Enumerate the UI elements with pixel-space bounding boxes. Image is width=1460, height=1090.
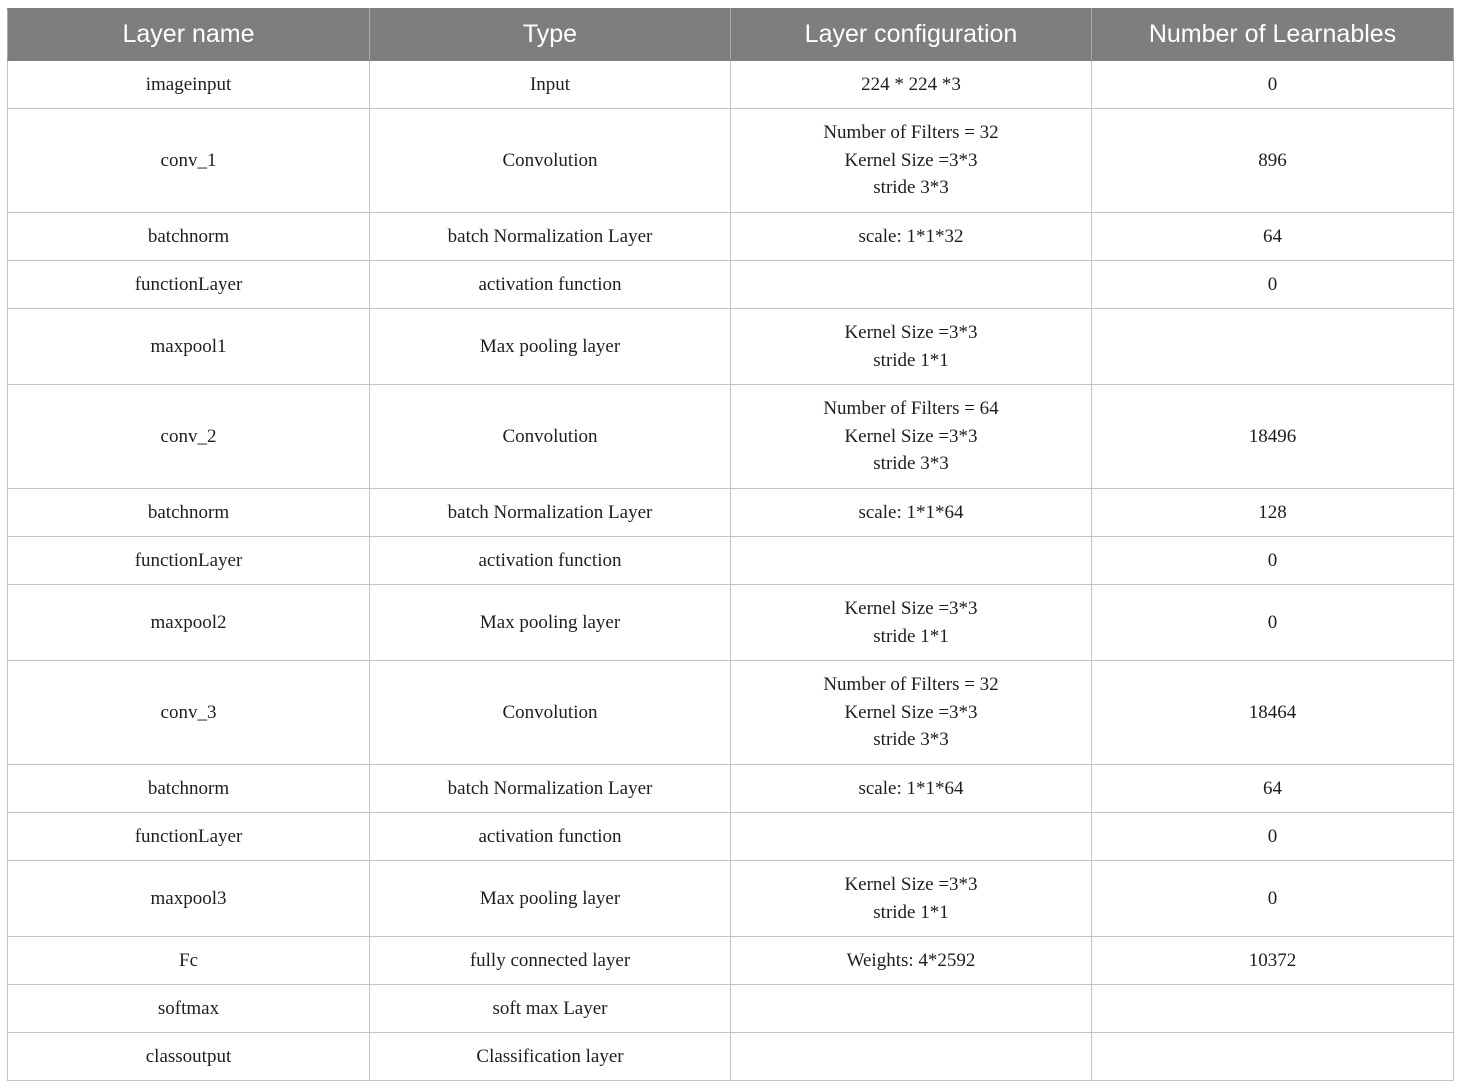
cell-configuration — [731, 985, 1092, 1033]
cell-configuration: Number of Filters = 64 Kernel Size =3*3 stride 3*3 — [731, 385, 1092, 489]
cell-learnables: 18496 — [1092, 385, 1454, 489]
cell-type: Convolution — [370, 661, 731, 765]
cell-layer-name: imageinput — [8, 61, 370, 109]
cell-layer-name: batchnorm — [8, 489, 370, 537]
cell-learnables: 0 — [1092, 861, 1454, 937]
layer-table — [7, 8, 1454, 1081]
cell-learnables: 0 — [1092, 261, 1454, 309]
cell-learnables: 0 — [1092, 585, 1454, 661]
cell-type: Input — [370, 61, 731, 109]
cell-configuration — [731, 813, 1092, 861]
cell-layer-name: maxpool1 — [8, 309, 370, 385]
cell-configuration: Number of Filters = 32 Kernel Size =3*3 stride 3*3 — [731, 109, 1092, 213]
table-row — [8, 585, 1454, 661]
cell-type: Max pooling layer — [370, 585, 731, 661]
cell-learnables — [1092, 1033, 1454, 1081]
table-row — [8, 765, 1454, 813]
cell-learnables: 0 — [1092, 813, 1454, 861]
cell-type: batch Normalization Layer — [370, 765, 731, 813]
cell-configuration: Kernel Size =3*3 stride 1*1 — [731, 309, 1092, 385]
cell-layer-name: softmax — [8, 985, 370, 1033]
cell-configuration: 224 * 224 *3 — [731, 61, 1092, 109]
cell-type: batch Normalization Layer — [370, 213, 731, 261]
cell-learnables: 896 — [1092, 109, 1454, 213]
cell-learnables: 0 — [1092, 61, 1454, 109]
header-layer-configuration: Layer configuration — [731, 9, 1092, 61]
header-type: Type — [370, 9, 731, 61]
table-row — [8, 213, 1454, 261]
cell-configuration: scale: 1*1*64 — [731, 765, 1092, 813]
cell-configuration: scale: 1*1*64 — [731, 489, 1092, 537]
table-row — [8, 385, 1454, 489]
table-row — [8, 61, 1454, 109]
cell-layer-name: functionLayer — [8, 261, 370, 309]
cell-type: Max pooling layer — [370, 861, 731, 937]
cell-learnables: 18464 — [1092, 661, 1454, 765]
table-row — [8, 261, 1454, 309]
cell-learnables — [1092, 309, 1454, 385]
table-row — [8, 537, 1454, 585]
cell-type: Max pooling layer — [370, 309, 731, 385]
cell-configuration — [731, 537, 1092, 585]
cell-layer-name: maxpool2 — [8, 585, 370, 661]
table-header — [8, 9, 1454, 61]
cell-configuration: Number of Filters = 32 Kernel Size =3*3 stride 3*3 — [731, 661, 1092, 765]
cell-type: Classification layer — [370, 1033, 731, 1081]
cell-learnables: 0 — [1092, 537, 1454, 585]
cell-type: Convolution — [370, 385, 731, 489]
cell-layer-name: functionLayer — [8, 537, 370, 585]
cell-layer-name: Fc — [8, 937, 370, 985]
cell-layer-name: classoutput — [8, 1033, 370, 1081]
cell-learnables: 128 — [1092, 489, 1454, 537]
cell-type: Convolution — [370, 109, 731, 213]
cell-learnables: 64 — [1092, 213, 1454, 261]
cell-layer-name: conv_3 — [8, 661, 370, 765]
cell-configuration: Kernel Size =3*3 stride 1*1 — [731, 585, 1092, 661]
cell-type: batch Normalization Layer — [370, 489, 731, 537]
cell-type: activation function — [370, 537, 731, 585]
table-row — [8, 937, 1454, 985]
table-row — [8, 861, 1454, 937]
cell-layer-name: conv_2 — [8, 385, 370, 489]
cell-learnables: 10372 — [1092, 937, 1454, 985]
table-row — [8, 985, 1454, 1033]
cell-layer-name: maxpool3 — [8, 861, 370, 937]
cell-layer-name: batchnorm — [8, 213, 370, 261]
table-row — [8, 309, 1454, 385]
cell-type: fully connected layer — [370, 937, 731, 985]
cell-configuration: Kernel Size =3*3 stride 1*1 — [731, 861, 1092, 937]
cell-layer-name: functionLayer — [8, 813, 370, 861]
header-number-of-learnables: Number of Learnables — [1092, 9, 1454, 61]
cell-configuration — [731, 1033, 1092, 1081]
table-row — [8, 661, 1454, 765]
header-layer-name: Layer name — [8, 9, 370, 61]
table-row — [8, 813, 1454, 861]
cell-configuration: Weights: 4*2592 — [731, 937, 1092, 985]
cell-type: soft max Layer — [370, 985, 731, 1033]
cell-type: activation function — [370, 261, 731, 309]
cell-configuration: scale: 1*1*32 — [731, 213, 1092, 261]
table-body — [8, 61, 1454, 1081]
cell-configuration — [731, 261, 1092, 309]
cell-layer-name: conv_1 — [8, 109, 370, 213]
table-row — [8, 489, 1454, 537]
cell-learnables: 64 — [1092, 765, 1454, 813]
cell-layer-name: batchnorm — [8, 765, 370, 813]
header-row — [8, 9, 1454, 61]
cell-type: activation function — [370, 813, 731, 861]
cell-learnables — [1092, 985, 1454, 1033]
table-row — [8, 109, 1454, 213]
table-row — [8, 1033, 1454, 1081]
